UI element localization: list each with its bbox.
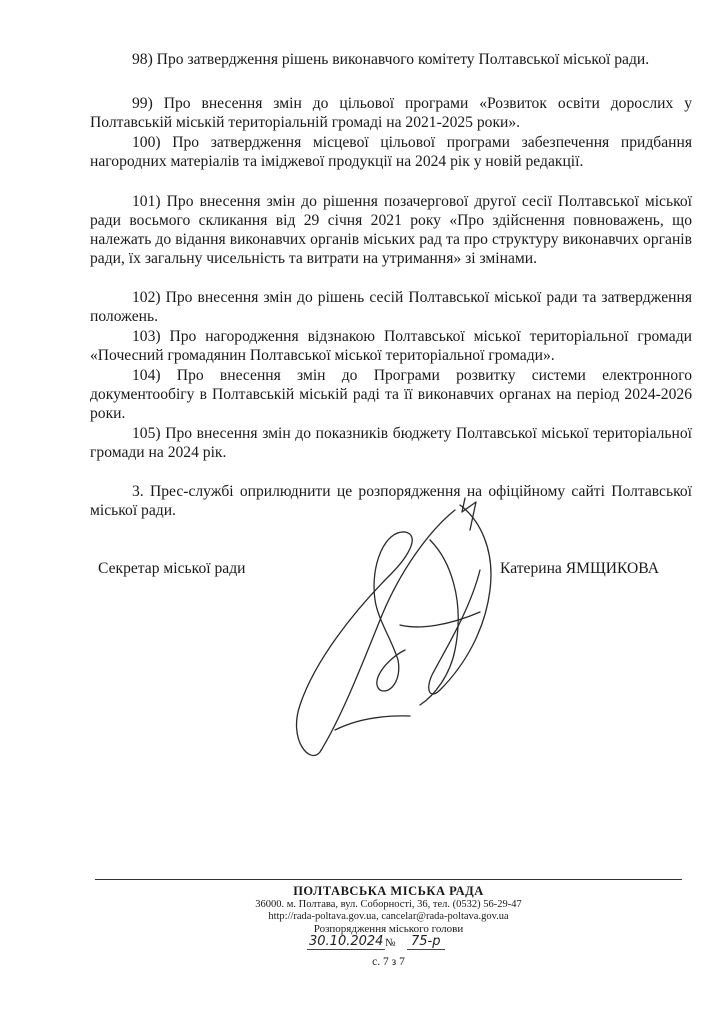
list-item-102: 102) Про внесення змін до рішень сесій Полтавської міської ради та затвердження положень. — [90, 289, 692, 325]
list-item-101: 101) Про внесення змін до рішення позачергової другої сесії Полтавської міської ради восьмого скликання від 29 січня 2021 року «Про здійснення повноважень, що належать до відання виконавчих органів міських рад та про структуру виконавчих органів ради, їх загальну чисельність та витрати на утримання» зі змінами. — [90, 193, 692, 267]
registration-number: 75-р — [407, 934, 445, 950]
footer-organization: ПОЛТАВСЬКА МІСЬКА РАДА — [293, 884, 484, 898]
list-item-99: 99) Про внесення змін до цільової програми «Розвиток освіти дорослих у Полтавській міській територіальній громаді на 2021-2025 роки». — [90, 95, 692, 131]
signatory-role: Секретар міської ради — [98, 560, 246, 577]
list-item-104: 104) Про внесення змін до Програми розвитку системи електронного документообігу в Полтавській міській раді та її виконавчих органах на період 2024-2026 роки. — [90, 367, 692, 422]
footer-registration — [305, 934, 475, 956]
number-sign: № — [385, 937, 396, 949]
list-item-105: 105) Про внесення змін до показників бюджету Полтавської міської територіальної громади на 2024 рік. — [90, 425, 692, 461]
list-item-100: 100) Про затвердження місцевої цільової програми забезпечення придбання нагородних матеріалів та іміджевої продукції на 2024 рік у новій редакції. — [90, 134, 692, 170]
footer-doc-type: Розпорядження міського голови — [313, 923, 464, 935]
clause-3: 3. Прес-службі оприлюднити це розпорядження на офіційному сайті Полтавської міської ради. — [90, 483, 692, 519]
list-item-103: 103) Про нагородження відзнакою Полтавської міської територіальної громади «Почесний громадянин Полтавської міської територіальної громади». — [90, 328, 692, 364]
footer-address: 36000. м. Полтава, вул. Соборності, 36, тел. (0532) 56-29-47 — [255, 899, 522, 910]
footer-contacts: http://rada-poltava.gov.ua, cancelar@rada-poltava.gov.ua — [268, 911, 509, 922]
list-item-98: 98) Про затвердження рішень виконавчого комітету Полтавської міської ради. — [132, 51, 650, 68]
footer-divider — [95, 879, 682, 880]
signatory-name: Катерина ЯМЩИКОВА — [500, 560, 659, 577]
page-number: с. 7 з 7 — [372, 956, 405, 968]
handwritten-signature — [280, 490, 540, 760]
registration-date: 30.10.2024 — [309, 934, 384, 949]
